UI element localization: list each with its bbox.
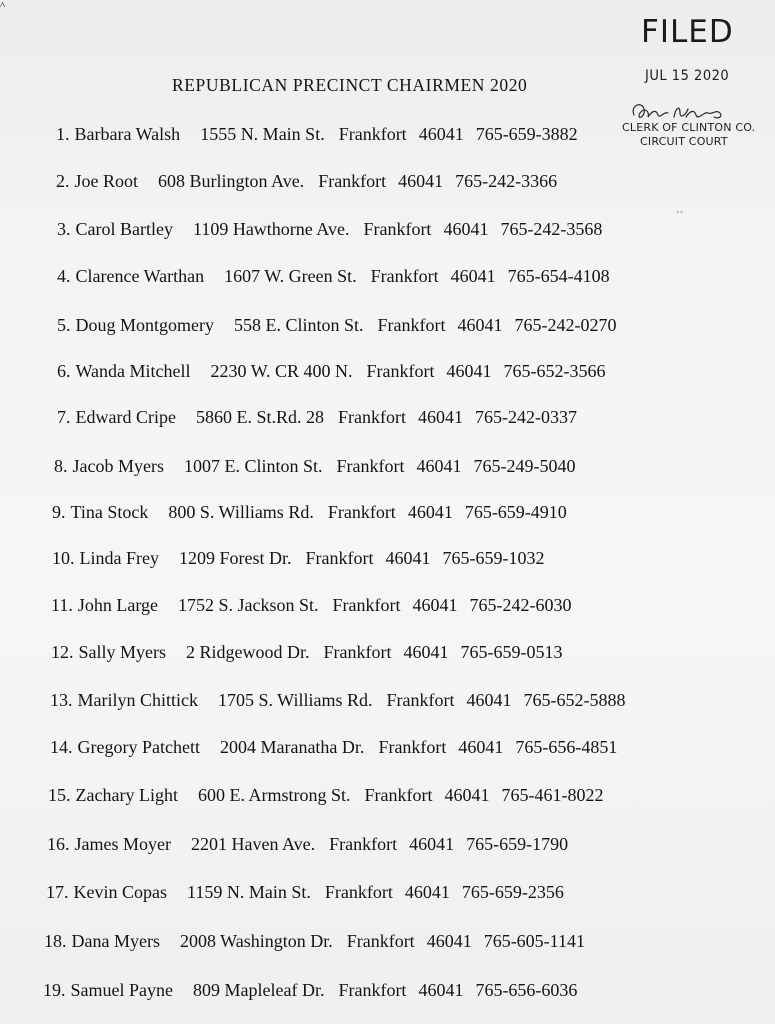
chairman-city: Frankfort [377, 315, 446, 335]
chairman-number: 16. [47, 834, 70, 854]
chairman-zip: 46041 [407, 502, 453, 522]
chairman-address: 2201 Haven Ave. [190, 834, 316, 854]
chairman-number: 19. [43, 980, 66, 1000]
chairman-address: 1159 N. Main St. [187, 882, 311, 902]
chairman-number: 11. [51, 595, 73, 615]
document-title: REPUBLICAN PRECINCT CHAIRMEN 2020 [172, 75, 528, 95]
chairman-number: 15. [48, 785, 71, 805]
chairman-phone: 765-242-3366 [455, 171, 558, 191]
chairman-zip: 46041 [385, 548, 431, 568]
chairman-row [57, 360, 606, 382]
chairman-phone: 765-656-6036 [475, 980, 578, 1000]
chairman-zip: 46041 [412, 595, 458, 615]
chairman-name: Samuel Payne [70, 980, 173, 1000]
chairman-address: 2004 Maranatha Dr. [219, 737, 365, 757]
chairman-row [52, 547, 544, 569]
chairman-name: Marilyn Chittick [77, 690, 198, 710]
chairman-number: 13. [50, 690, 73, 710]
clerk-stamp-line: CLERK OF CLINTON CO. [622, 121, 756, 134]
chairman-city: Frankfort [338, 124, 407, 144]
chairman-number: 5. [57, 315, 71, 335]
chairman-name: Wanda Mitchell [75, 361, 191, 381]
chairman-name: Zachary Light [75, 785, 178, 805]
chairman-city: Frankfort [323, 642, 392, 662]
chairman-phone: 765-242-6030 [469, 595, 572, 615]
chairman-name: Linda Frey [79, 548, 159, 568]
chairman-address: 1555 N. Main St. [200, 124, 325, 144]
chairman-city: Frankfort [378, 737, 447, 757]
chairman-number: 4. [57, 266, 71, 286]
chairman-row [50, 689, 625, 711]
chairman-zip: 46041 [403, 642, 449, 662]
chairman-zip: 46041 [458, 737, 504, 757]
chairman-zip: 46041 [443, 219, 489, 239]
chairman-city: Frankfort [363, 219, 432, 239]
chairman-city: Frankfort [327, 502, 396, 522]
chairman-row [51, 641, 562, 663]
filed-date-stamp: JUL 15 2020 [645, 68, 730, 84]
corner-mark: ^ [0, 0, 6, 12]
chairman-row [51, 594, 572, 616]
chairman-zip: 46041 [466, 690, 512, 710]
chairman-name: Edward Cripe [75, 407, 176, 427]
chairman-name: Gregory Patchett [77, 737, 200, 757]
chairman-number: 10. [52, 548, 75, 568]
chairman-city: Frankfort [346, 931, 415, 951]
chairman-name: Carol Bartley [75, 219, 173, 239]
chairman-number: 1. [56, 124, 70, 144]
chairman-address: 1607 W. Green St. [224, 266, 357, 286]
chairman-phone: 765-242-0270 [514, 315, 617, 335]
chairman-phone: 765-652-3566 [503, 361, 606, 381]
filed-stamp: FILED [641, 14, 734, 50]
chairman-address: 558 E. Clinton St. [234, 315, 364, 335]
chairman-row [57, 218, 602, 240]
chairman-number: 2. [56, 171, 70, 191]
chairman-phone: 765-656-4851 [515, 737, 618, 757]
chairman-zip: 46041 [416, 456, 462, 476]
chairman-phone: 765-659-0513 [460, 642, 563, 662]
chairman-phone: 765-652-5888 [523, 690, 626, 710]
chairman-row [56, 123, 578, 145]
chairman-row [56, 170, 557, 192]
chairman-row [48, 784, 603, 806]
chairman-phone: 765-249-5040 [473, 456, 576, 476]
chairman-address: 2008 Washington Dr. [179, 931, 333, 951]
chairman-address: 2230 W. CR 400 N. [210, 361, 353, 381]
chairman-row [57, 265, 610, 287]
chairman-number: 3. [57, 219, 71, 239]
chairman-city: Frankfort [366, 361, 435, 381]
chairman-address: 1705 S. Williams Rd. [218, 690, 373, 710]
chairman-zip: 46041 [426, 931, 472, 951]
chairman-zip: 46041 [409, 834, 455, 854]
chairman-name: Joe Root [74, 171, 139, 191]
chairman-row [50, 736, 617, 758]
chairman-row [52, 501, 567, 523]
chairman-phone: 765-242-3568 [500, 219, 603, 239]
chairman-city: Frankfort [336, 456, 405, 476]
chairman-address: 809 Mapleleaf Dr. [192, 980, 325, 1000]
chairman-address: 1109 Hawthorne Ave. [192, 219, 350, 239]
chairman-address: 800 S. Williams Rd. [168, 502, 314, 522]
chairman-phone: 765-659-2356 [461, 882, 564, 902]
chairman-zip: 46041 [446, 361, 492, 381]
chairman-address: 1007 E. Clinton St. [183, 456, 323, 476]
chairman-address: 600 E. Armstrong St. [197, 785, 351, 805]
chairman-city: Frankfort [364, 785, 433, 805]
chairman-number: 9. [52, 502, 66, 522]
chairman-address: 5860 E. St.Rd. 28 [195, 407, 324, 427]
chairman-zip: 46041 [450, 266, 496, 286]
chairman-name: Barbara Walsh [74, 124, 181, 144]
chairman-phone: 765-659-3882 [475, 124, 578, 144]
chairman-zip: 46041 [418, 124, 464, 144]
chairman-phone: 765-659-4910 [464, 502, 567, 522]
chairman-name: John Large [77, 595, 158, 615]
chairman-city: Frankfort [329, 834, 398, 854]
chairman-number: 7. [57, 407, 71, 427]
chairman-address: 2 Ridgewood Dr. [186, 642, 310, 662]
chairman-phone: 765-654-4108 [507, 266, 610, 286]
chairman-city: Frankfort [318, 171, 387, 191]
chairman-address: 1752 S. Jackson St. [178, 595, 319, 615]
chairman-number: 6. [57, 361, 71, 381]
chairman-city: Frankfort [386, 690, 455, 710]
chairman-zip: 46041 [398, 171, 444, 191]
chairman-name: Dana Myers [71, 931, 160, 951]
chairman-row [44, 930, 585, 952]
chairman-row [43, 979, 577, 1001]
chairman-row [54, 455, 575, 477]
paper-speck: `` [676, 210, 684, 222]
chairman-name: Sally Myers [78, 642, 166, 662]
chairman-number: 12. [51, 642, 74, 662]
chairman-row [57, 406, 577, 428]
chairman-city: Frankfort [370, 266, 439, 286]
chairman-name: James Moyer [74, 834, 171, 854]
chairman-name: Clarence Warthan [75, 266, 205, 286]
chairman-zip: 46041 [444, 785, 490, 805]
chairman-zip: 46041 [417, 407, 463, 427]
chairman-phone: 765-461-8022 [501, 785, 604, 805]
chairman-name: Kevin Copas [73, 882, 167, 902]
chairman-row [46, 881, 564, 903]
chairman-row [57, 314, 617, 336]
chairman-number: 8. [54, 456, 68, 476]
chairman-phone: 765-242-0337 [474, 407, 577, 427]
chairman-phone: 765-659-1032 [442, 548, 545, 568]
court-stamp-line: CIRCUIT COURT [640, 135, 728, 148]
chairman-name: Doug Montgomery [75, 315, 214, 335]
chairman-zip: 46041 [457, 315, 503, 335]
chairman-city: Frankfort [324, 882, 393, 902]
chairman-address: 608 Burlington Ave. [158, 171, 305, 191]
chairman-address: 1209 Forest Dr. [178, 548, 292, 568]
chairman-city: Frankfort [337, 407, 406, 427]
chairman-number: 14. [50, 737, 73, 757]
chairman-name: Jacob Myers [72, 456, 164, 476]
chairman-city: Frankfort [332, 595, 401, 615]
chairman-city: Frankfort [305, 548, 374, 568]
chairman-number: 17. [46, 882, 69, 902]
chairman-zip: 46041 [418, 980, 464, 1000]
chairman-name: Tina Stock [70, 502, 149, 522]
chairman-phone: 765-605-1141 [483, 931, 586, 951]
chairman-city: Frankfort [338, 980, 407, 1000]
chairman-number: 18. [44, 931, 67, 951]
chairman-phone: 765-659-1790 [466, 834, 569, 854]
chairman-zip: 46041 [404, 882, 450, 902]
chairman-row [47, 833, 568, 855]
